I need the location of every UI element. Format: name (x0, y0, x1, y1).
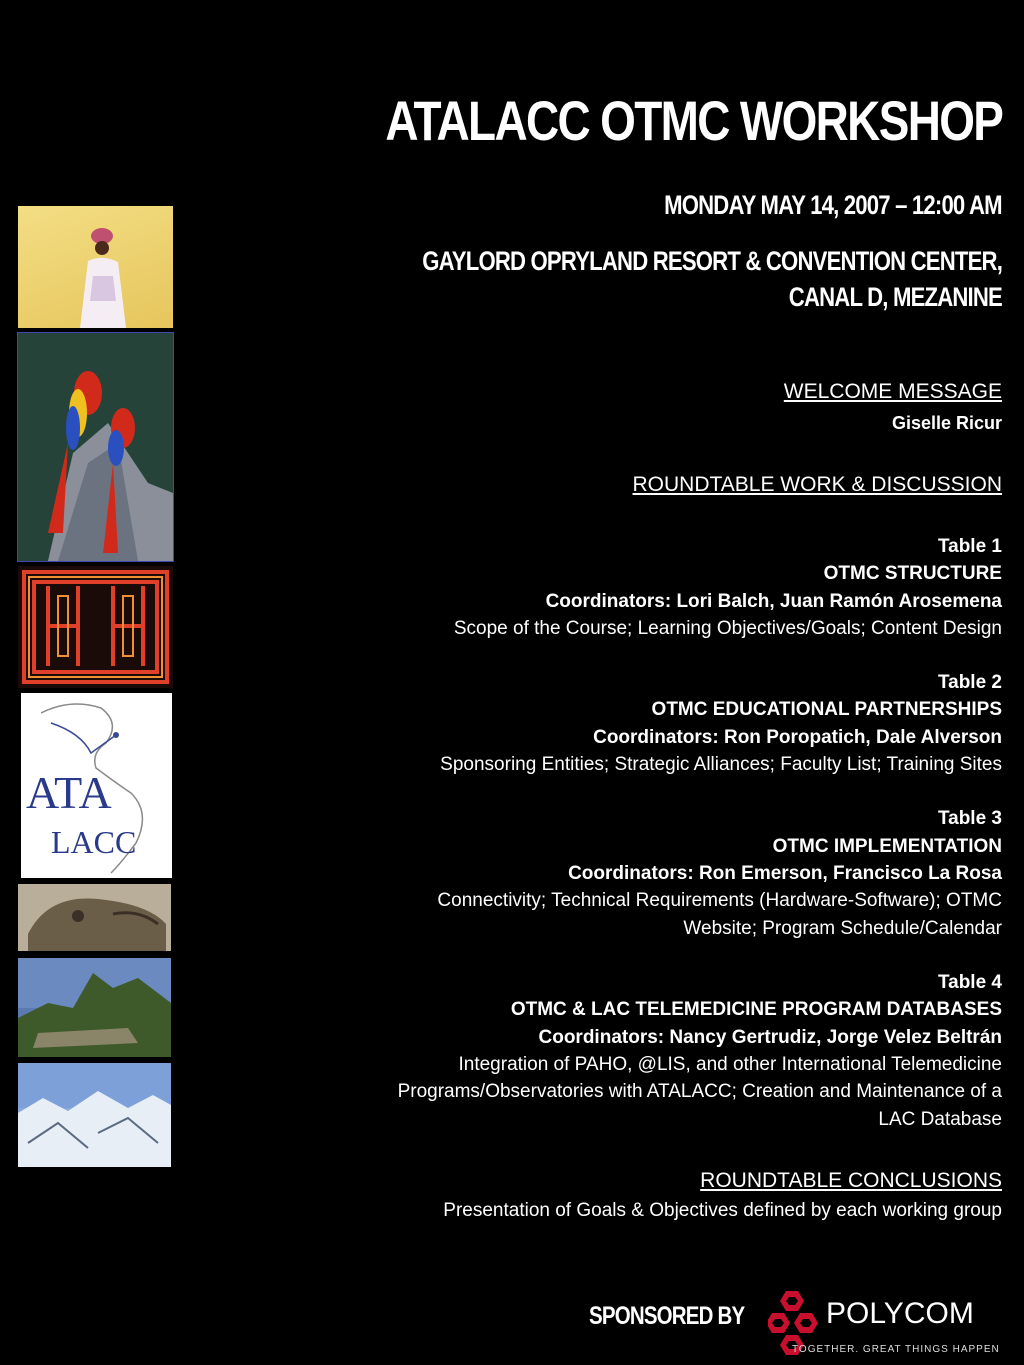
logo-lacc-text: LACC (51, 824, 137, 860)
table-4-coordinators: Coordinators: Nancy Gertrudiz, Jorge Velez Beltrán (538, 1027, 1002, 1048)
photo-mola-textile (18, 566, 173, 688)
mola-pattern-icon (18, 566, 173, 688)
table-4-label: Table 4 (937, 972, 1002, 993)
stone-carving-icon (18, 884, 171, 951)
photo-stone-sculpture (18, 884, 171, 951)
table-3-coordinators: Coordinators: Ron Emerson, Francisco La Rosa (568, 863, 1002, 884)
table-3-name: OTMC IMPLEMENTATION (772, 836, 1002, 857)
venue-line-1: GAYLORD OPRYLAND RESORT & CONVENTION CENTER, (422, 246, 1002, 276)
conclusions-text: Presentation of Goals & Objectives defined by each working group (443, 1200, 1002, 1221)
conclusions-heading: ROUNDTABLE CONCLUSIONS (700, 1169, 1002, 1192)
polycom-logo (768, 1283, 998, 1357)
table-3-topics-line-1: Connectivity; Technical Requirements (Hardware-Software); OTMC (437, 890, 1002, 911)
photo-machu-picchu (18, 958, 171, 1057)
macaw-parrots-icon (18, 333, 173, 561)
welcome-speaker: Giselle Ricur (891, 413, 1002, 433)
table-2-coordinators: Coordinators: Ron Poropatich, Dale Alverson (593, 727, 1002, 748)
polycom-tagline: TOGETHER. GREAT THINGS HAPPEN. (792, 1344, 998, 1355)
table-1-coordinators: Coordinators: Lori Balch, Juan Ramón Arosemena (545, 591, 1002, 612)
mountain-ruins-icon (18, 958, 171, 1057)
table-2-name: OTMC EDUCATIONAL PARTNERSHIPS (651, 699, 1002, 720)
logo-ata-text: ATA (26, 767, 112, 818)
table-3-topics-line-2: Website; Program Schedule/Calendar (683, 918, 1002, 939)
photo-woman (18, 206, 173, 328)
welcome-heading: WELCOME MESSAGE (783, 380, 1002, 403)
table-4-name: OTMC & LAC TELEMEDICINE PROGRAM DATABASES (510, 999, 1002, 1020)
event-date: MONDAY MAY 14, 2007 – 12:00 AM (664, 190, 1002, 220)
table-2-topics: Sponsoring Entities; Strategic Alliances; Faculty List; Training Sites (440, 754, 1002, 775)
woman-figure-icon (18, 206, 173, 328)
photo-snowy-mountains (18, 1063, 171, 1167)
polycom-wordmark: POLYCOM (826, 1297, 974, 1330)
table-4-topics-line-3: LAC Database (878, 1109, 1002, 1130)
table-2-label: Table 2 (937, 672, 1002, 693)
america-map-icon (21, 693, 172, 878)
venue-line-2: CANAL D, MEZANINE (788, 282, 1002, 312)
table-1-name: OTMC STRUCTURE (823, 563, 1002, 584)
snow-peaks-icon (18, 1063, 171, 1167)
table-1-label: Table 1 (937, 536, 1002, 557)
ata-lacc-logo (21, 693, 172, 878)
table-1-topics: Scope of the Course; Learning Objectives/Goals; Content Design (453, 618, 1002, 639)
polycom-logo-mark-icon (768, 1283, 998, 1357)
roundtable-heading: ROUNDTABLE WORK & DISCUSSION (632, 473, 1002, 496)
table-3-label: Table 3 (937, 808, 1002, 829)
table-4-topics-line-1: Integration of PAHO, @LIS, and other International Telemedicine (458, 1054, 1002, 1075)
table-4-topics-line-2: Programs/Observatories with ATALACC; Creation and Maintenance of a (397, 1081, 1002, 1102)
sponsor-label: SPONSORED BY (589, 1302, 745, 1330)
page-title: ATALACC OTMC WORKSHOP (385, 89, 1002, 152)
photo-macaws (18, 333, 173, 561)
